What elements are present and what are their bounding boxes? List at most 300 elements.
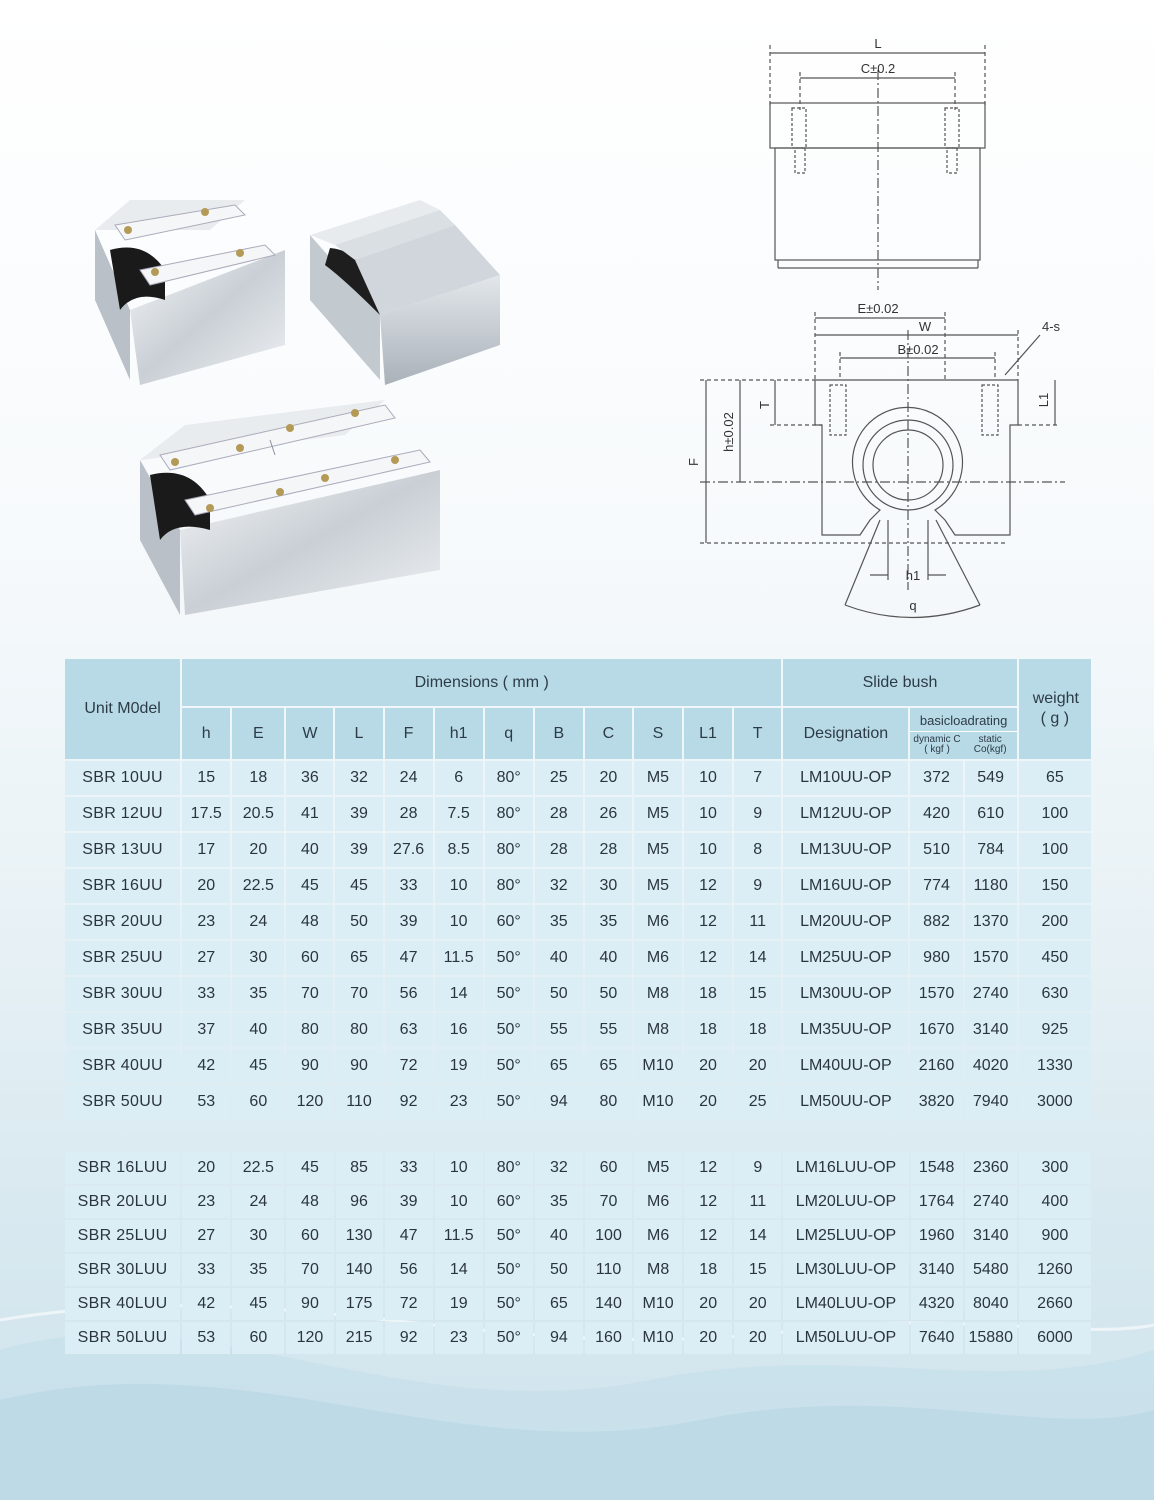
cell-L1: 12	[684, 869, 732, 903]
cell-model: SBR 30UU	[65, 977, 180, 1011]
cell-B: 40	[535, 941, 583, 975]
cell-h1: 14	[435, 977, 483, 1011]
cell-model: SBR 25LUU	[65, 1220, 180, 1252]
col-h1: h1	[435, 708, 483, 759]
cell-L: 85	[336, 1152, 383, 1184]
cell-h: 42	[182, 1049, 230, 1083]
cell-weight: 300	[1019, 1152, 1091, 1184]
cell-h1: 19	[435, 1049, 483, 1083]
cell-weight: 900	[1019, 1220, 1091, 1252]
cell-S: M5	[634, 869, 682, 903]
cell-W: 60	[286, 1220, 333, 1252]
cell-weight: 65	[1019, 761, 1091, 795]
cell-h1: 10	[435, 869, 483, 903]
cell-F: 28	[385, 797, 433, 831]
cell-L: 90	[335, 1049, 382, 1083]
cell-B: 35	[535, 905, 583, 939]
cell-C: 50	[585, 977, 632, 1011]
cell-q: 80°	[485, 1152, 533, 1184]
cell-model: SBR 50UU	[65, 1085, 180, 1119]
cell-E: 24	[232, 905, 284, 939]
cell-W: 120	[286, 1085, 333, 1119]
cell-q: 50°	[485, 1013, 533, 1047]
cell-C: 160	[585, 1322, 632, 1354]
table-row	[65, 1254, 1091, 1286]
col-C: C	[585, 708, 632, 759]
cell-B: 32	[535, 869, 583, 903]
cell-dynamic-load: 1764	[911, 1186, 963, 1218]
cell-static-load: 8040	[965, 1288, 1017, 1320]
cell-dynamic-load: 2160	[910, 1049, 962, 1083]
static-label: static Co(kgf)	[973, 733, 1007, 755]
cell-h: 27	[182, 1220, 230, 1252]
table-row	[65, 833, 1091, 867]
cell-static-load: 2360	[965, 1152, 1017, 1184]
label-q: q	[909, 598, 917, 613]
cell-T: 14	[734, 941, 781, 975]
cell-W: 90	[286, 1049, 333, 1083]
cell-S: M10	[634, 1288, 682, 1320]
cell-L: 140	[336, 1254, 383, 1286]
load-rating-label: basicloadrating	[910, 713, 1016, 732]
spec-table-luu	[63, 1150, 1093, 1356]
cell-h1: 11.5	[435, 941, 483, 975]
cell-C: 28	[585, 833, 632, 867]
cell-h1: 8.5	[435, 833, 483, 867]
cell-B: 50	[535, 977, 583, 1011]
col-E: E	[232, 708, 284, 759]
cell-h1: 23	[435, 1322, 483, 1354]
table-row	[65, 941, 1091, 975]
cell-dynamic-load: 372	[910, 761, 962, 795]
header-weight: weight ( g )	[1019, 659, 1091, 759]
col-W: W	[286, 708, 333, 759]
cell-q: 50°	[485, 1254, 533, 1286]
cell-static-load: 549	[965, 761, 1017, 795]
cell-weight: 3000	[1019, 1085, 1091, 1119]
cell-h: 23	[182, 1186, 230, 1218]
cell-T: 9	[734, 797, 781, 831]
cell-model: SBR 40LUU	[65, 1288, 180, 1320]
cell-W: 48	[286, 1186, 333, 1218]
cell-h: 53	[182, 1322, 230, 1354]
cell-S: M8	[634, 977, 682, 1011]
cell-S: M5	[634, 833, 682, 867]
cell-C: 30	[585, 869, 632, 903]
cell-q: 50°	[485, 1049, 533, 1083]
cell-designation: LM30UU-OP	[783, 977, 908, 1011]
cell-model: SBR 16UU	[65, 869, 180, 903]
cell-F: 33	[385, 1152, 433, 1184]
cell-h1: 19	[435, 1288, 483, 1320]
cell-q: 80°	[485, 797, 533, 831]
cell-E: 20	[232, 833, 284, 867]
cell-dynamic-load: 7640	[911, 1322, 963, 1354]
col-load-rating	[910, 708, 1016, 759]
cell-dynamic-load: 3140	[911, 1254, 963, 1286]
cell-model: SBR 25UU	[65, 941, 180, 975]
cell-S: M10	[634, 1049, 682, 1083]
cell-h1: 7.5	[435, 797, 483, 831]
cell-F: 56	[385, 1254, 433, 1286]
cell-L: 50	[335, 905, 382, 939]
cell-L: 110	[335, 1085, 382, 1119]
cell-E: 40	[232, 1013, 284, 1047]
technical-drawings	[660, 0, 1154, 650]
cell-weight: 100	[1019, 833, 1091, 867]
cell-W: 90	[286, 1288, 333, 1320]
cell-dynamic-load: 510	[910, 833, 962, 867]
cell-E: 35	[232, 1254, 284, 1286]
cell-dynamic-load: 1570	[910, 977, 962, 1011]
cell-dynamic-load: 420	[910, 797, 962, 831]
cell-L1: 12	[684, 941, 732, 975]
label-h1: h1	[905, 568, 921, 583]
cell-C: 35	[585, 905, 632, 939]
cell-S: M5	[634, 1152, 682, 1184]
cell-model: SBR 16LUU	[65, 1152, 180, 1184]
cell-W: 41	[286, 797, 333, 831]
cell-model: SBR 10UU	[65, 761, 180, 795]
table-row	[65, 1288, 1091, 1320]
top-view-drawing	[770, 45, 985, 290]
table-row	[65, 869, 1091, 903]
cell-L1: 20	[684, 1049, 732, 1083]
cell-F: 33	[385, 869, 433, 903]
cell-L1: 12	[684, 1220, 732, 1252]
cell-W: 40	[286, 833, 333, 867]
cell-h1: 6	[435, 761, 483, 795]
cell-weight: 6000	[1019, 1322, 1091, 1354]
cell-B: 65	[535, 1049, 583, 1083]
front-view-drawing	[700, 312, 1065, 618]
cell-dynamic-load: 4320	[911, 1288, 963, 1320]
cell-S: M6	[634, 1186, 682, 1218]
cell-W: 120	[286, 1322, 333, 1354]
cell-F: 39	[385, 1186, 433, 1218]
table-row	[65, 1186, 1091, 1218]
table-row	[65, 905, 1091, 939]
cell-L: 130	[336, 1220, 383, 1252]
table-row	[65, 1220, 1091, 1252]
cell-W: 45	[286, 1152, 333, 1184]
table-row	[65, 977, 1091, 1011]
cell-designation: LM10UU-OP	[783, 761, 908, 795]
cell-F: 27.6	[385, 833, 433, 867]
cell-weight: 925	[1019, 1013, 1091, 1047]
cell-h1: 23	[435, 1085, 483, 1119]
cell-C: 65	[585, 1049, 632, 1083]
cell-designation: LM25LUU-OP	[783, 1220, 908, 1252]
cell-B: 28	[535, 797, 583, 831]
cell-static-load: 2740	[965, 977, 1017, 1011]
cell-h: 17	[182, 833, 230, 867]
cell-static-load: 784	[965, 833, 1017, 867]
cell-B: 40	[535, 1220, 583, 1252]
cell-static-load: 1570	[965, 941, 1017, 975]
cell-L: 215	[336, 1322, 383, 1354]
col-B: B	[535, 708, 583, 759]
cell-B: 35	[535, 1186, 583, 1218]
cell-W: 45	[286, 869, 333, 903]
cell-weight: 100	[1019, 797, 1091, 831]
cell-B: 65	[535, 1288, 583, 1320]
cell-E: 60	[232, 1322, 284, 1354]
cell-B: 55	[535, 1013, 583, 1047]
cell-q: 60°	[485, 1186, 533, 1218]
spec-table-uu	[63, 657, 1093, 1121]
cell-designation: LM35UU-OP	[783, 1013, 908, 1047]
cell-designation: LM20LUU-OP	[783, 1186, 908, 1218]
cell-designation: LM20UU-OP	[783, 905, 908, 939]
cell-T: 15	[734, 1254, 781, 1286]
cell-L1: 20	[684, 1085, 732, 1119]
table-row	[65, 1049, 1091, 1083]
cell-E: 22.5	[232, 1152, 284, 1184]
cell-q: 50°	[485, 1288, 533, 1320]
cell-h1: 14	[435, 1254, 483, 1286]
cell-L1: 18	[684, 1013, 732, 1047]
cell-L1: 12	[684, 905, 732, 939]
cell-weight: 450	[1019, 941, 1091, 975]
cell-E: 45	[232, 1049, 284, 1083]
cell-C: 40	[585, 941, 632, 975]
cell-F: 39	[385, 905, 433, 939]
cell-static-load: 15880	[965, 1322, 1017, 1354]
cell-q: 50°	[485, 1220, 533, 1252]
cell-L1: 20	[684, 1288, 732, 1320]
cell-model: SBR 13UU	[65, 833, 180, 867]
cell-L1: 10	[684, 797, 732, 831]
cell-dynamic-load: 774	[910, 869, 962, 903]
col-F: F	[385, 708, 433, 759]
cell-L: 70	[335, 977, 382, 1011]
cell-designation: LM25UU-OP	[783, 941, 908, 975]
cell-weight: 2660	[1019, 1288, 1091, 1320]
cell-weight: 630	[1019, 977, 1091, 1011]
cell-F: 47	[385, 941, 433, 975]
cell-W: 48	[286, 905, 333, 939]
header-dimensions: Dimensions ( mm )	[182, 659, 781, 706]
cell-h: 27	[182, 941, 230, 975]
col-S: S	[634, 708, 682, 759]
cell-F: 92	[385, 1085, 433, 1119]
cell-S: M5	[634, 797, 682, 831]
cell-static-load: 7940	[965, 1085, 1017, 1119]
cell-model: SBR 20UU	[65, 905, 180, 939]
cell-q: 50°	[485, 1085, 533, 1119]
cell-T: 15	[734, 977, 781, 1011]
cell-q: 50°	[485, 977, 533, 1011]
cell-W: 70	[286, 1254, 333, 1286]
label-T: T	[757, 401, 772, 409]
cell-h: 15	[182, 761, 230, 795]
col-L1: L1	[684, 708, 732, 759]
cell-C: 26	[585, 797, 632, 831]
cell-C: 110	[585, 1254, 632, 1286]
cell-static-load: 4020	[965, 1049, 1017, 1083]
cell-h: 33	[182, 1254, 230, 1286]
cell-L1: 10	[684, 761, 732, 795]
cell-S: M6	[634, 1220, 682, 1252]
cell-F: 92	[385, 1322, 433, 1354]
table-row	[65, 797, 1091, 831]
cell-C: 140	[585, 1288, 632, 1320]
cell-model: SBR 40UU	[65, 1049, 180, 1083]
cell-designation: LM16LUU-OP	[783, 1152, 908, 1184]
cell-T: 20	[734, 1322, 781, 1354]
block-photo-3	[140, 400, 440, 615]
table-row	[65, 761, 1091, 795]
col-h: h	[182, 708, 230, 759]
cell-h: 20	[182, 869, 230, 903]
cell-dynamic-load: 3820	[910, 1085, 962, 1119]
table-row	[65, 1013, 1091, 1047]
cell-h: 23	[182, 905, 230, 939]
cell-L: 65	[335, 941, 382, 975]
cell-E: 30	[232, 941, 284, 975]
cell-C: 100	[585, 1220, 632, 1252]
cell-S: M6	[634, 905, 682, 939]
cell-B: 94	[535, 1322, 583, 1354]
cell-L1: 12	[684, 1186, 732, 1218]
cell-F: 47	[385, 1220, 433, 1252]
cell-dynamic-load: 882	[910, 905, 962, 939]
cell-T: 8	[734, 833, 781, 867]
cell-T: 11	[734, 1186, 781, 1218]
cell-weight: 1260	[1019, 1254, 1091, 1286]
cell-W: 60	[286, 941, 333, 975]
cell-S: M10	[634, 1322, 682, 1354]
cell-L: 32	[335, 761, 382, 795]
cell-W: 36	[286, 761, 333, 795]
cell-S: M5	[634, 761, 682, 795]
cell-model: SBR 20LUU	[65, 1186, 180, 1218]
label-S: 4-s	[1042, 319, 1061, 334]
cell-weight: 200	[1019, 905, 1091, 939]
cell-weight: 150	[1019, 869, 1091, 903]
cell-L1: 20	[684, 1322, 732, 1354]
cell-W: 80	[286, 1013, 333, 1047]
cell-h1: 11.5	[435, 1220, 483, 1252]
cell-dynamic-load: 980	[910, 941, 962, 975]
cell-designation: LM50UU-OP	[783, 1085, 908, 1119]
cell-B: 28	[535, 833, 583, 867]
cell-E: 18	[232, 761, 284, 795]
cell-static-load: 3140	[965, 1013, 1017, 1047]
cell-C: 60	[585, 1152, 632, 1184]
cell-static-load: 5480	[965, 1254, 1017, 1286]
table-row	[65, 1322, 1091, 1354]
cell-E: 45	[232, 1288, 284, 1320]
cell-S: M10	[634, 1085, 682, 1119]
label-C: C±0.2	[860, 61, 896, 76]
cell-h: 53	[182, 1085, 230, 1119]
label-F: F	[686, 458, 701, 466]
cell-E: 30	[232, 1220, 284, 1252]
cell-L: 96	[336, 1186, 383, 1218]
cell-F: 56	[385, 977, 433, 1011]
label-E: E±0.02	[857, 301, 899, 316]
cell-static-load: 3140	[965, 1220, 1017, 1252]
cell-h: 33	[182, 977, 230, 1011]
cell-q: 80°	[485, 833, 533, 867]
cell-designation: LM40LUU-OP	[783, 1288, 908, 1320]
cell-F: 63	[385, 1013, 433, 1047]
cell-static-load: 610	[965, 797, 1017, 831]
cell-E: 20.5	[232, 797, 284, 831]
label-L1: L1	[1036, 392, 1051, 408]
cell-model: SBR 50LUU	[65, 1322, 180, 1354]
cell-designation: LM50LUU-OP	[783, 1322, 908, 1354]
cell-L: 175	[336, 1288, 383, 1320]
cell-T: 14	[734, 1220, 781, 1252]
cell-h1: 16	[435, 1013, 483, 1047]
cell-C: 80	[585, 1085, 632, 1119]
cell-q: 50°	[485, 941, 533, 975]
table-row	[65, 1152, 1091, 1184]
col-L: L	[335, 708, 382, 759]
cell-T: 18	[734, 1013, 781, 1047]
cell-S: M8	[634, 1013, 682, 1047]
table-row	[65, 1085, 1091, 1119]
cell-B: 32	[535, 1152, 583, 1184]
cell-T: 7	[734, 761, 781, 795]
cell-F: 72	[385, 1049, 433, 1083]
cell-L: 39	[335, 833, 382, 867]
cell-model: SBR 12UU	[65, 797, 180, 831]
cell-E: 35	[232, 977, 284, 1011]
cell-T: 9	[734, 869, 781, 903]
product-photos	[0, 0, 600, 650]
cell-B: 25	[535, 761, 583, 795]
cell-B: 94	[535, 1085, 583, 1119]
cell-designation: LM12UU-OP	[783, 797, 908, 831]
cell-h: 17.5	[182, 797, 230, 831]
cell-T: 20	[734, 1288, 781, 1320]
block-photo-1	[95, 200, 285, 385]
header-slide-bush: Slide bush	[783, 659, 1016, 706]
cell-L: 80	[335, 1013, 382, 1047]
cell-designation: LM13UU-OP	[783, 833, 908, 867]
cell-E: 22.5	[232, 869, 284, 903]
cell-L1: 12	[684, 1152, 732, 1184]
cell-designation: LM30LUU-OP	[783, 1254, 908, 1286]
cell-L1: 18	[684, 1254, 732, 1286]
cell-dynamic-load: 1670	[910, 1013, 962, 1047]
cell-T: 9	[734, 1152, 781, 1184]
cell-W: 70	[286, 977, 333, 1011]
cell-static-load: 1180	[965, 869, 1017, 903]
cell-q: 80°	[485, 761, 533, 795]
cell-L: 45	[335, 869, 382, 903]
cell-static-load: 1370	[965, 905, 1017, 939]
block-photo-2	[310, 200, 500, 385]
cell-h1: 10	[435, 905, 483, 939]
cell-designation: LM40UU-OP	[783, 1049, 908, 1083]
dynamic-label: dynamic C ( kgf )	[913, 733, 961, 755]
cell-T: 20	[734, 1049, 781, 1083]
cell-C: 70	[585, 1186, 632, 1218]
col-q: q	[485, 708, 533, 759]
cell-weight: 1330	[1019, 1049, 1091, 1083]
cell-F: 72	[385, 1288, 433, 1320]
cell-q: 60°	[485, 905, 533, 939]
header-unit-model: Unit M0del	[65, 659, 180, 759]
cell-static-load: 2740	[965, 1186, 1017, 1218]
cell-dynamic-load: 1960	[911, 1220, 963, 1252]
label-L: L	[874, 36, 882, 51]
